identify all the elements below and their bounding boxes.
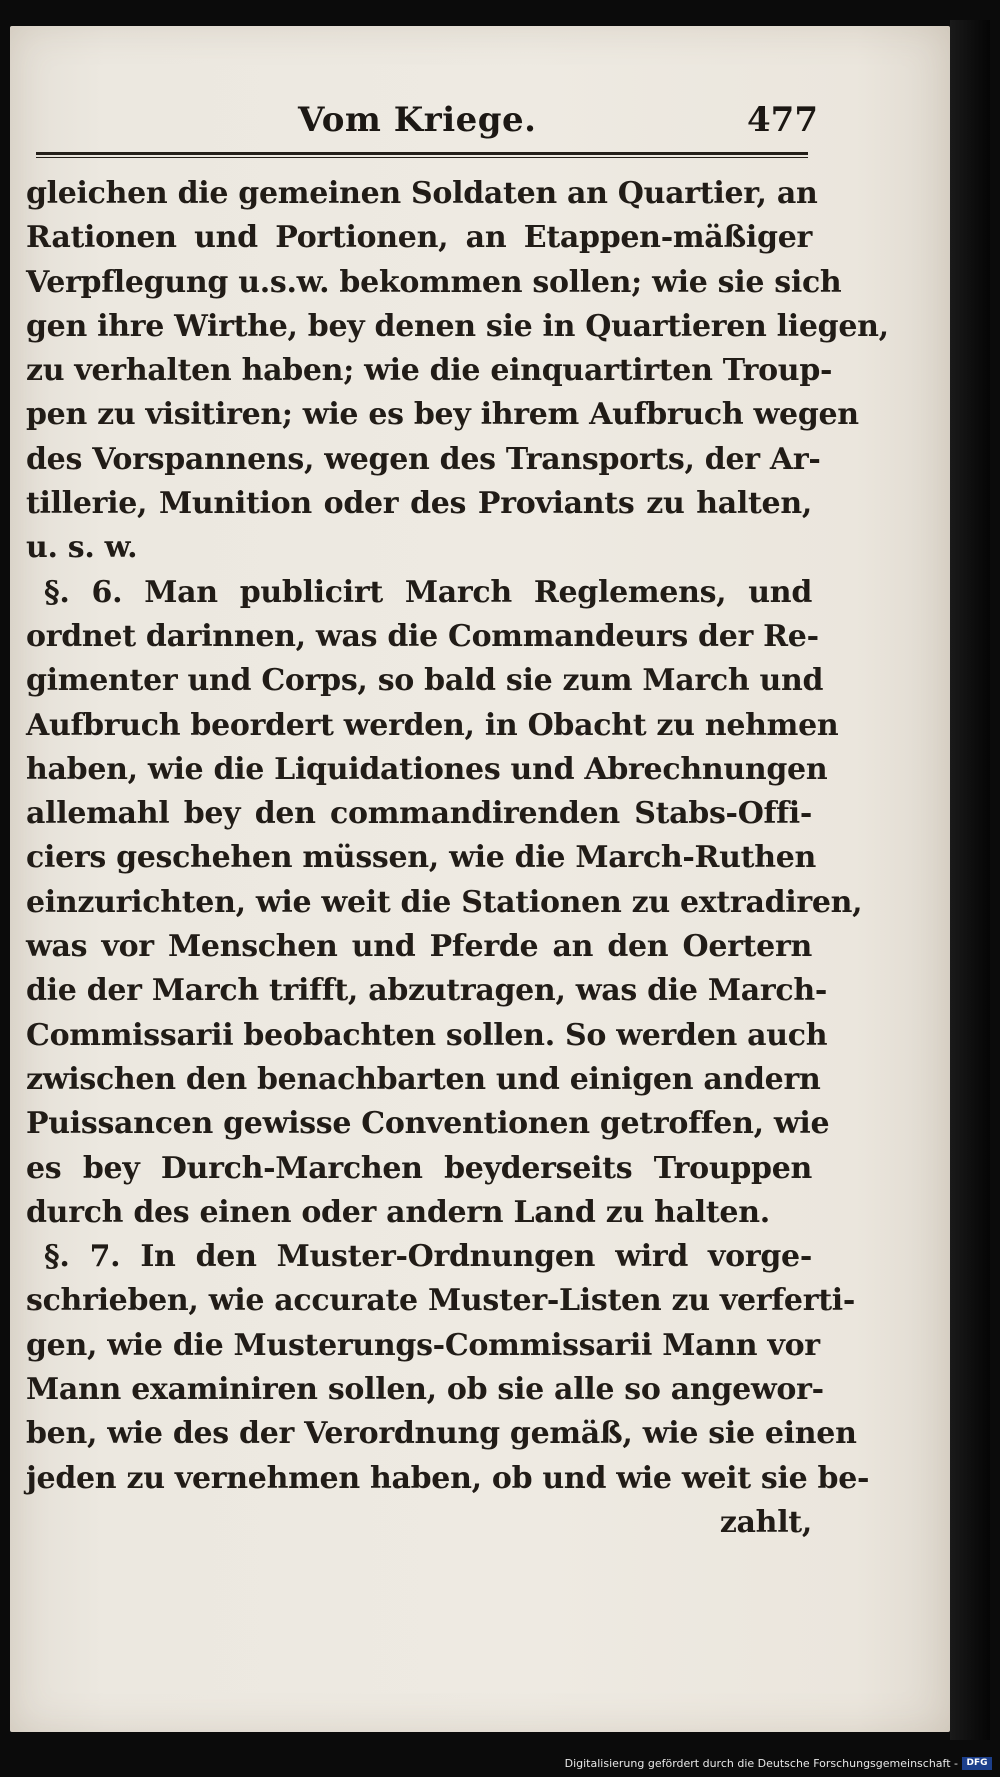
page-header: [36, 100, 818, 154]
text-line: gen ihre Wirthe, bey denen sie in Quartieren liegen,: [26, 308, 889, 344]
text-line: gen, wie die Musterungs-Commissarii Mann vor: [26, 1327, 820, 1363]
text-line: ordnet darinnen, was die Commandeurs der Re-: [26, 618, 819, 654]
text-line: ben, wie des der Verordnung gemäß, wie sie einen: [26, 1416, 857, 1452]
text-line: haben, wie die Liquidationes und Abrechnungen: [26, 751, 828, 787]
page-number: 477: [747, 100, 818, 140]
funding-credit: Digitalisierung gefördert durch die Deutsche Forschungsgemeinschaft -: [564, 1757, 958, 1770]
text-line: zwischen den benachbarten und einigen andern: [26, 1061, 821, 1097]
text-line: gleichen die gemeinen Soldaten an Quartier, an: [26, 176, 818, 211]
text-line: allemahl bey den commandirenden Stabs-Offi-: [26, 796, 812, 832]
paragraph-start-line: §. 7. In den Muster-Ordnungen wird vorge-: [44, 1239, 812, 1275]
paragraph-start-line: §. 6. Man publicirt March Reglemens, und: [44, 574, 812, 610]
text-line: Aufbruch beordert werden, in Obacht zu nehmen: [26, 707, 839, 743]
body-text: [26, 172, 889, 1545]
text-line: des Vorspannens, wegen des Transports, der Ar-: [26, 441, 821, 477]
text-line: die der March trifft, abzutragen, was die March-: [26, 973, 828, 1009]
text-line: ciers geschehen müssen, wie die March-Ruthen: [26, 840, 817, 876]
text-line: Puissancen gewisse Conventionen getroffen, wie: [26, 1106, 830, 1142]
text-line: gimenter und Corps, so bald sie zum March und: [26, 663, 824, 699]
text-line: schrieben, wie accurate Muster-Listen zu verferti-: [26, 1283, 855, 1319]
header-rule: [36, 152, 808, 158]
text-line: tillerie, Munition oder des Proviants zu halten,: [26, 486, 812, 522]
book-edge-shadow: [950, 20, 990, 1740]
catchword: zahlt,: [719, 1504, 812, 1540]
text-line: Verpflegung u.s.w. bekommen sollen; wie sie sich: [26, 264, 842, 300]
text-line: zu verhalten haben; wie die einquartirten Troup-: [26, 353, 833, 389]
text-line: einzurichten, wie weit die Stationen zu extradiren,: [26, 884, 863, 920]
dfg-logo: DFG: [962, 1757, 992, 1770]
text-line: u. s. w.: [26, 530, 138, 566]
text-line: Rationen und Portionen, an Etappen-mäßiger: [26, 220, 812, 256]
running-title: Vom Kriege.: [298, 100, 537, 140]
text-line: Mann examiniren sollen, ob sie alle so angewor-: [26, 1372, 824, 1408]
text-line: durch des einen oder andern Land zu halten.: [26, 1194, 770, 1230]
text-line: jeden zu vernehmen haben, ob und wie weit sie be-: [26, 1460, 870, 1496]
text-line: Commissarii beobachten sollen. So werden auch: [26, 1017, 828, 1053]
text-line: pen zu visitiren; wie es bey ihrem Aufbruch wegen: [26, 397, 859, 433]
text-line: was vor Menschen und Pferde an den Oertern: [26, 929, 812, 965]
text-line: es bey Durch-Marchen beyderseits Trouppen: [26, 1150, 812, 1186]
digitization-footer: [0, 1752, 1000, 1777]
